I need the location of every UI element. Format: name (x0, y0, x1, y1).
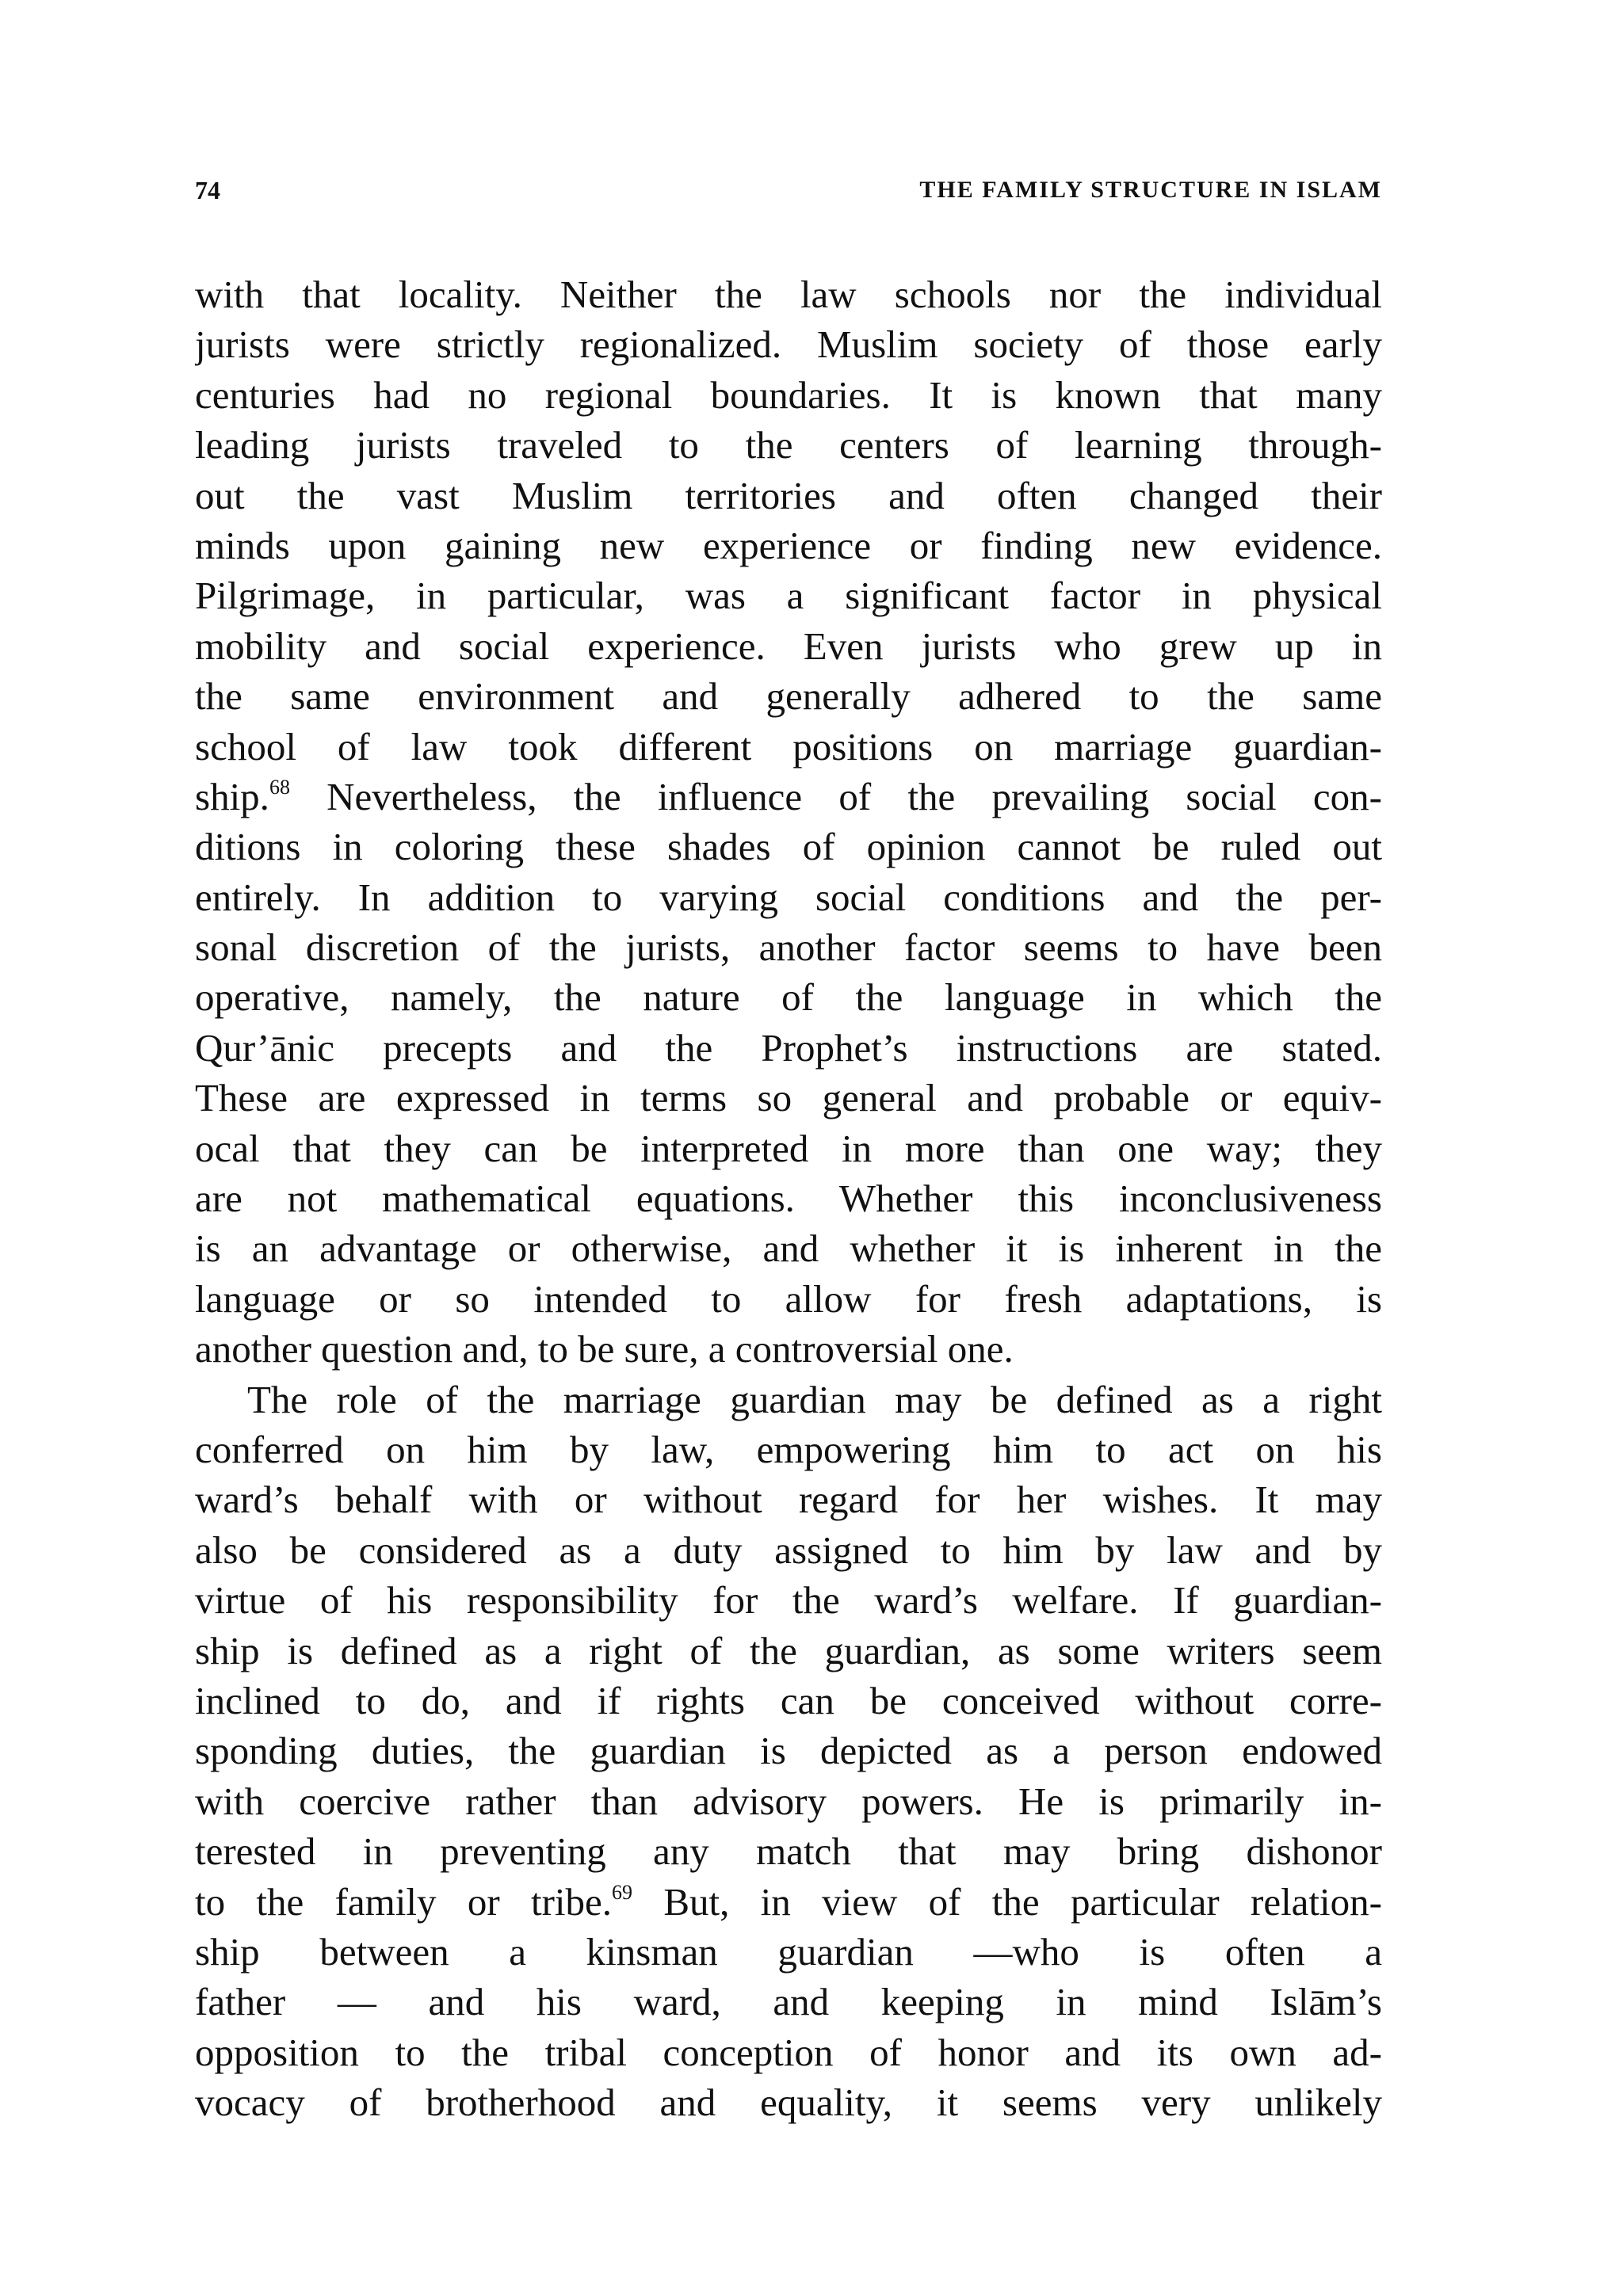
text-line: terested in preventing any match that may bring dishonor (195, 1829, 1382, 1874)
text-line: with that locality. Neither the law schools nor the individual (195, 273, 1382, 316)
text-segment: ship. (195, 774, 269, 818)
text-line: Qur’ānic precepts and the Prophet’s instructions are stated. (195, 1025, 1382, 1070)
text-line: ship between a kinsman guardian —who is often a (195, 1929, 1382, 1974)
text-line: out the vast Muslim territories and often changed their (195, 473, 1382, 517)
text-line: father — and his ward, and keeping in mind Islām’s (195, 1980, 1382, 2024)
footnote-marker-68: 68 (269, 775, 290, 799)
text-line: mobility and social experience. Even jurists who grew up in (195, 624, 1382, 668)
text-line: also be considered as a duty assigned to him by law and by (195, 1527, 1382, 1572)
text-line: sonal discretion of the jurists, another factor seems to have been (195, 925, 1382, 970)
text-line: ocal that they can be interpreted in more than one way; they (195, 1126, 1382, 1170)
text-line: are not mathematical equations. Whether this inconclusiveness (195, 1177, 1382, 1221)
text-line: leading jurists traveled to the centers of learning through- (195, 423, 1382, 467)
text-line: vocacy of brotherhood and equality, it seems very unlikely (195, 2081, 1382, 2125)
text-line: minds upon gaining new experience or finding new evidence. (195, 523, 1382, 567)
text-line: opposition to the tribal conception of honor and its own ad- (195, 2030, 1382, 2074)
text-line: ward’s behalf with or without regard for her wishes. It may (195, 1478, 1382, 1522)
running-head (195, 173, 1382, 208)
text-line: sponding duties, the guardian is depicted as a person endowed (195, 1729, 1382, 1773)
text-line: inclined to do, and if rights can be conceived without corre- (195, 1678, 1382, 1722)
text-segment: But, in view of the particular relation- (632, 1879, 1382, 1924)
text-line: Pilgrimage, in particular, was a significant factor in physical (195, 574, 1382, 618)
page-number: 74 (195, 176, 220, 204)
text-line: the same environment and generally adhered to the same (195, 674, 1382, 719)
text-line (195, 1877, 1382, 1927)
text-segment: to the family or tribe. (195, 1879, 612, 1924)
paragraph-last-line: another question and, to be sure, a controversial one. (195, 1327, 1014, 1371)
footnote-marker-69: 69 (612, 1880, 632, 1904)
text-line: school of law took different positions on marriage guardian- (195, 724, 1382, 769)
text-line (195, 772, 1382, 822)
text-line: These are expressed in terms so general and probable or equiv- (195, 1076, 1382, 1120)
text-line: language or so intended to allow for fresh adaptations, is (195, 1276, 1382, 1321)
text-line: centuries had no regional boundaries. It is known that many (195, 372, 1382, 417)
text-line: with coercive rather than advisory powers. He is primarily in- (195, 1779, 1382, 1823)
text-line: virtue of his responsibility for the ward’s welfare. If guardian- (195, 1578, 1382, 1623)
text-segment: Nevertheless, the influence of the prevailing social con- (289, 774, 1382, 818)
text-line: ditions in coloring these shades of opinion cannot be ruled out (195, 825, 1382, 869)
text-line: operative, namely, the nature of the language in which the (195, 975, 1382, 1020)
text-line: conferred on him by law, empowering him to act on his (195, 1427, 1382, 1471)
text-line: entirely. In addition to varying social conditions and the per- (195, 875, 1382, 919)
text-line: jurists were strictly regionalized. Muslim society of those early (195, 322, 1382, 367)
paragraph-first-line: The role of the marriage guardian may be defined as a right (247, 1377, 1382, 1421)
text-line: ship is defined as a right of the guardian, as some writers seem (195, 1628, 1382, 1672)
text-line: is an advantage or otherwise, and whether it is inherent in the (195, 1226, 1382, 1271)
running-title: THE FAMILY STRUCTURE IN ISLAM (919, 177, 1382, 203)
body-text (195, 269, 1382, 2127)
